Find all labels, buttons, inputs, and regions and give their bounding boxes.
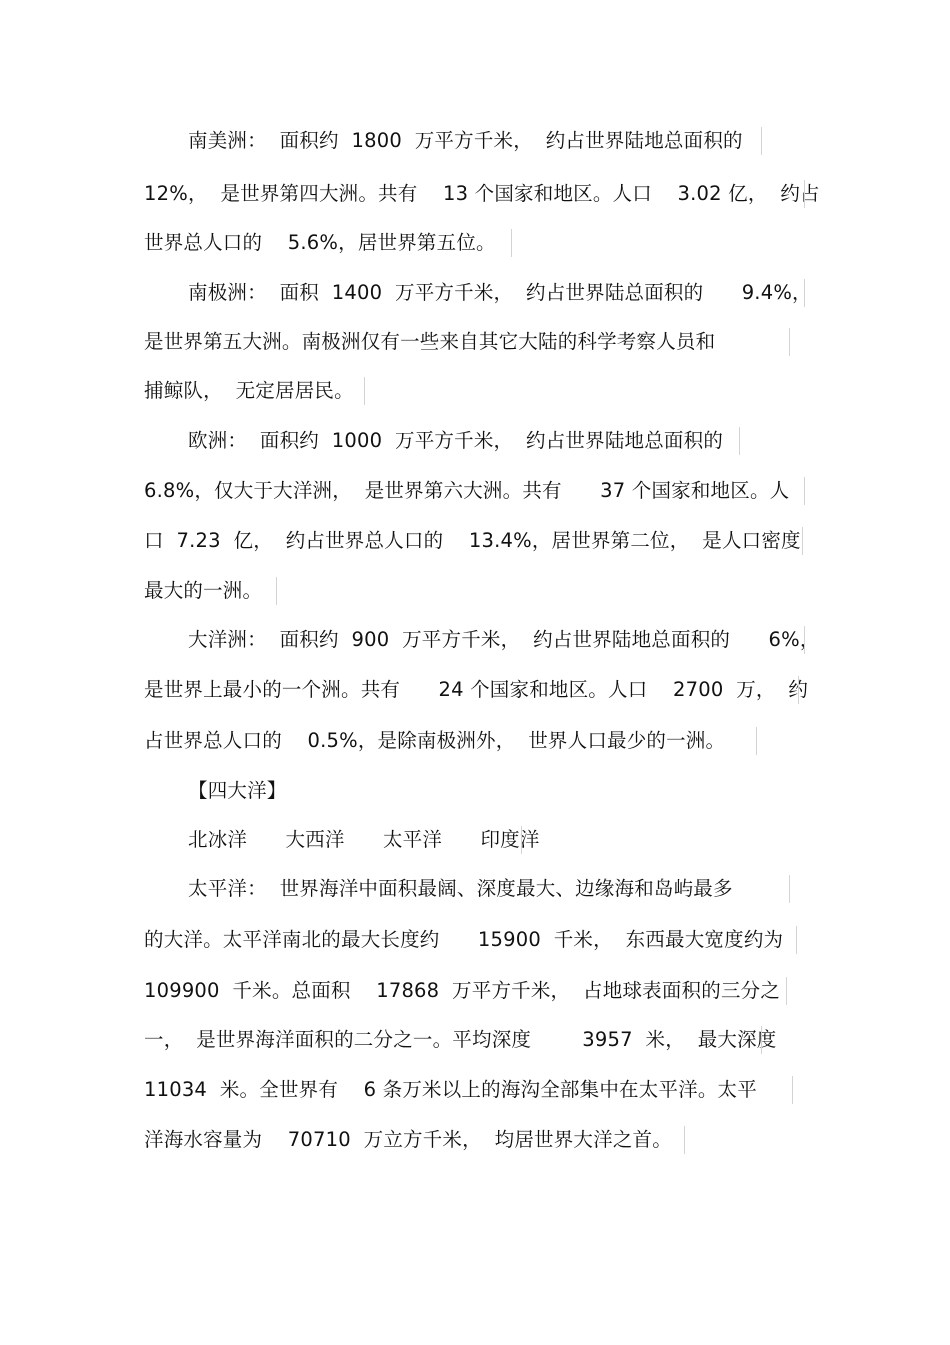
text-line: 口 7.23 亿， 约占世界总人口的 13.4%，居世界第二位， 是人口密度 <box>144 529 801 552</box>
line-end-marker <box>804 626 805 654</box>
line-end-marker <box>789 328 790 356</box>
text-line: 11034 米。全世界有 6 条万米以上的海沟全部集中在太平洋。太平 <box>144 1078 757 1101</box>
line-end-marker <box>684 1126 685 1154</box>
text-line: 一， 是世界海洋面积的二分之一。平均深度 3957 米， 最大深度 <box>144 1028 777 1051</box>
text-line: 最大的一洲。 <box>144 579 263 602</box>
line-end-marker <box>792 1076 793 1104</box>
line-end-marker <box>804 477 805 505</box>
text-line: 是世界第五大洲。南极洲仅有一些来自其它大陆的科学考察人员和 <box>144 330 716 353</box>
line-end-marker <box>798 676 799 704</box>
section-heading: 【四大洋】 <box>188 779 287 802</box>
line-end-marker <box>761 127 762 155</box>
line-end-marker <box>786 977 787 1005</box>
line-end-marker <box>521 826 522 854</box>
line-end-marker <box>739 427 740 455</box>
line-end-marker <box>761 1026 762 1054</box>
text-line: 占世界总人口的 0.5%，是除南极洲外， 世界人口最少的一洲。 <box>144 729 726 752</box>
line-end-marker <box>364 377 365 405</box>
line-end-marker <box>789 875 790 903</box>
text-line: 12%， 是世界第四大洲。共有 13 个国家和地区。人口 3.02 亿， 约占 <box>144 182 820 205</box>
text-line: 世界总人口的 5.6%，居世界第五位。 <box>144 231 496 254</box>
line-end-marker <box>511 229 512 257</box>
line-end-marker <box>804 279 805 307</box>
text-line: 的大洋。太平洋南北的最大长度约 15900 千米， 东西最大宽度约为 <box>144 928 784 951</box>
text-line: 南美洲： 面积约 1800 万平方千米， 约占世界陆地总面积的 <box>188 129 743 152</box>
text-line: 北冰洋 大西洋 太平洋 印度洋 <box>188 828 540 851</box>
text-line: 109900 千米。总面积 17868 万平方千米， 占地球表面积的三分之 <box>144 979 781 1002</box>
text-line: 南极洲： 面积 1400 万平方千米， 约占世界陆总面积的 9.4%， <box>188 281 812 304</box>
line-end-marker <box>796 926 797 954</box>
line-end-marker <box>804 180 805 208</box>
line-end-marker <box>276 577 277 605</box>
line-end-marker <box>756 727 757 755</box>
text-line: 是世界上最小的一个洲。共有 24 个国家和地区。人口 2700 万， 约 <box>144 678 809 701</box>
text-line: 洋海水容量为 70710 万立方千米， 均居世界大洋之首。 <box>144 1128 672 1151</box>
line-end-marker <box>802 527 803 555</box>
text-line: 大洋洲： 面积约 900 万平方千米， 约占世界陆地总面积的 6%， <box>188 628 820 651</box>
text-line: 6.8%，仅大于大洋洲， 是世界第六大洲。共有 37 个国家和地区。人 <box>144 479 790 502</box>
text-line: 太平洋： 世界海洋中面积最阔、深度最大、边缘海和岛屿最多 <box>188 877 733 900</box>
text-line: 欧洲： 面积约 1000 万平方千米， 约占世界陆地总面积的 <box>188 429 724 452</box>
text-line: 捕鲸队， 无定居居民。 <box>144 379 354 402</box>
